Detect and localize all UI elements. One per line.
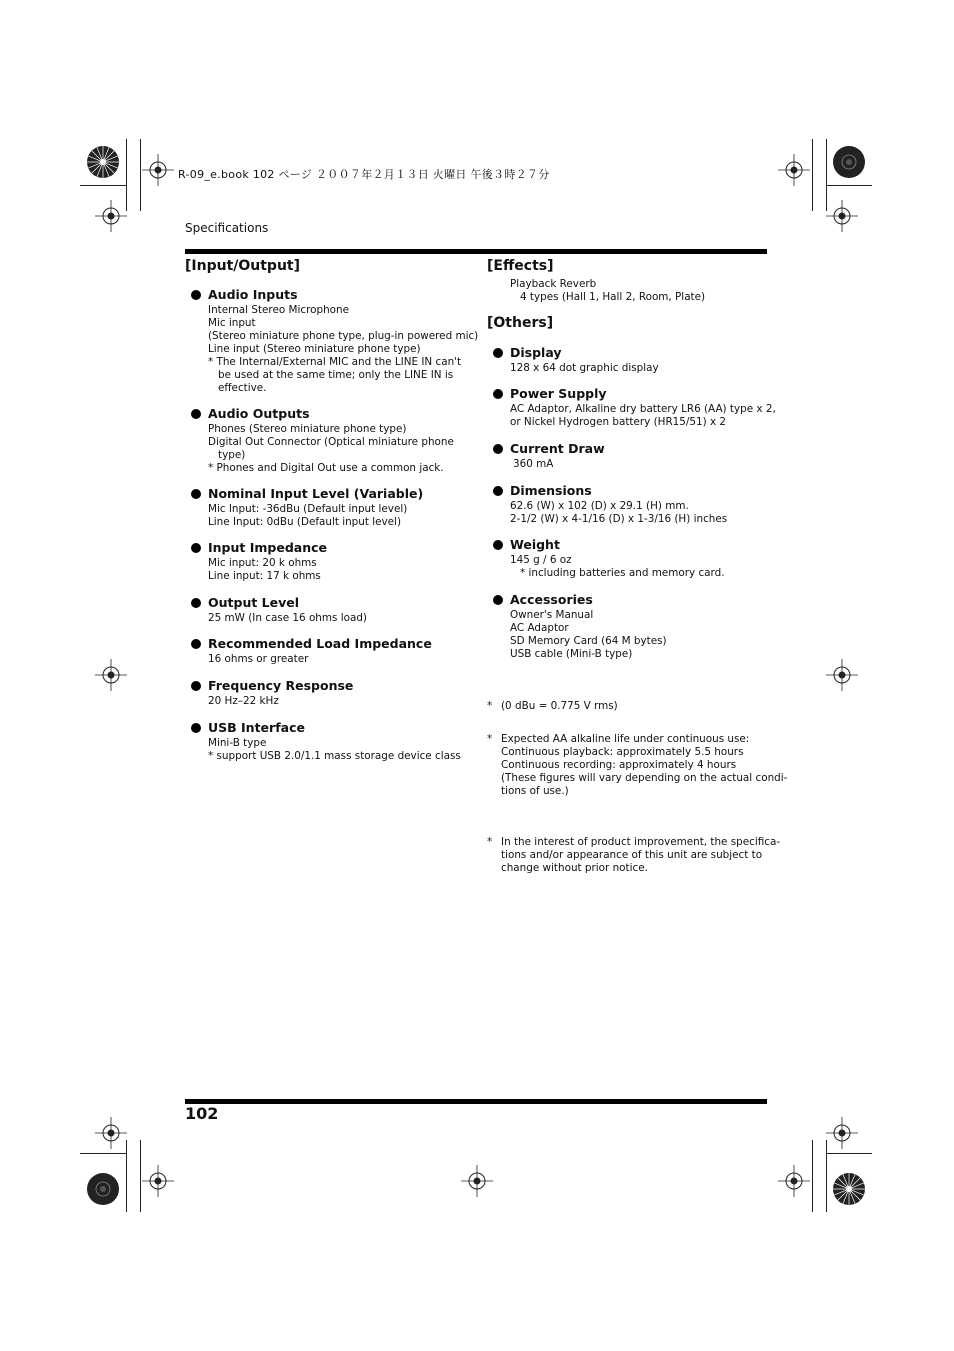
- spec-heading: Weight: [487, 536, 725, 554]
- spec-item-frequency-response: [185, 677, 353, 708]
- starburst-icon: [832, 1172, 866, 1206]
- spec-line: 145 g / 6 oz: [510, 554, 572, 566]
- spec-line: AC Adaptor: [510, 622, 569, 634]
- spec-line: SD Memory Card (64 M bytes): [510, 635, 667, 647]
- crosshair-icon: [95, 1117, 127, 1149]
- footnote-dbu: [487, 700, 618, 713]
- spec-line: * support USB 2.0/1.1 mass storage device class: [208, 750, 461, 762]
- footnote-line: Expected AA alkaline life under continuous use:: [501, 733, 750, 745]
- crosshair-icon: [142, 154, 174, 186]
- crosshair-icon: [778, 1165, 810, 1197]
- crosshair-icon: [142, 1165, 174, 1197]
- crosshair-icon: [95, 200, 127, 232]
- footnote-star: *: [487, 836, 493, 848]
- section-title-others: [Others]: [487, 315, 554, 331]
- spec-heading: Display: [487, 344, 659, 362]
- spec-item-weight: [487, 536, 725, 580]
- bottom-rule: [185, 1099, 767, 1104]
- footnote-line: Continuous recording: approximately 4 hours: [501, 759, 737, 771]
- spec-item-accessories: [487, 591, 667, 661]
- spec-line: Line Input: 0dBu (Default input level): [208, 516, 402, 528]
- spec-item-dimensions: [487, 482, 727, 526]
- footnote-battery-life: [487, 733, 787, 798]
- spec-item-current-draw: [487, 440, 605, 471]
- footnote-line: change without prior notice.: [501, 862, 648, 874]
- spec-line: 360 mA: [513, 458, 554, 470]
- spec-heading: Output Level: [185, 594, 367, 612]
- spec-line: 2-1/2 (W) x 4-1/16 (D) x 1-3/16 (H) inches: [510, 513, 728, 525]
- footnote-line: tions and/or appearance of this unit are subject to: [501, 849, 763, 861]
- footnote-star: *: [487, 733, 493, 745]
- spec-line: Playback Reverb: [510, 278, 597, 290]
- footnote-improvement: [487, 836, 780, 875]
- spec-line: * including batteries and memory card.: [520, 567, 725, 579]
- spec-heading: Current Draw: [487, 440, 605, 458]
- spec-heading: Audio Inputs: [185, 286, 478, 304]
- spec-line: 16 ohms or greater: [208, 653, 309, 665]
- spec-line: 25 mW (In case 16 ohms load): [208, 612, 367, 624]
- crosshair-icon: [826, 659, 858, 691]
- crosshair-icon: [826, 1117, 858, 1149]
- footnote-star: *: [487, 700, 493, 712]
- spec-line: type): [218, 449, 246, 461]
- spec-line: Mic input: 20 k ohms: [208, 557, 317, 569]
- spec-line: Line input (Stereo miniature phone type): [208, 343, 421, 355]
- crosshair-icon: [461, 1165, 493, 1197]
- crosshair-icon: [95, 659, 127, 691]
- spec-heading: Nominal Input Level (Variable): [185, 485, 423, 503]
- spec-line: Mic Input: -36dBu (Default input level): [208, 503, 408, 515]
- spec-line: be used at the same time; only the LINE IN is: [218, 369, 454, 381]
- starburst-icon: [832, 145, 866, 179]
- spec-heading: Recommended Load Impedance: [185, 635, 432, 653]
- top-rule: [185, 249, 767, 254]
- spec-line: * Phones and Digital Out use a common jack.: [208, 462, 444, 474]
- spec-line: 62.6 (W) x 102 (D) x 29.1 (H) mm.: [510, 500, 689, 512]
- footnote-line: In the interest of product improvement, the specifica-: [501, 836, 781, 848]
- footnote-line: Continuous playback: approximately 5.5 hours: [501, 746, 744, 758]
- spec-item-power-supply: [487, 385, 776, 429]
- spec-heading: Dimensions: [487, 482, 727, 500]
- spec-item-display: [487, 344, 659, 375]
- spec-line: 4 types (Hall 1, Hall 2, Room, Plate): [520, 291, 706, 303]
- spec-line: 20 Hz–22 kHz: [208, 695, 279, 707]
- section-title-effects: [Effects]: [487, 258, 554, 274]
- spec-item-usb-interface: [185, 719, 461, 763]
- starburst-icon: [86, 145, 120, 179]
- spec-item-nominal-input-level: [185, 485, 423, 529]
- spec-heading: Audio Outputs: [185, 405, 454, 423]
- footnote-line: (0 dBu = 0.775 V rms): [501, 700, 618, 712]
- spec-line: USB cable (Mini-B type): [510, 648, 633, 660]
- footnote-line: tions of use.): [501, 785, 569, 797]
- page-number: 102: [185, 1104, 219, 1123]
- effects-body: [487, 278, 705, 304]
- spec-item-input-impedance: [185, 539, 327, 583]
- crosshair-icon: [778, 154, 810, 186]
- spec-line: * The Internal/External MIC and the LINE IN can't: [208, 356, 462, 368]
- spec-item-recommended-load-impedance: [185, 635, 432, 666]
- spec-line: Mini-B type: [208, 737, 267, 749]
- spec-item-audio-inputs: [185, 286, 478, 395]
- spec-heading: Input Impedance: [185, 539, 327, 557]
- section-title-input-output: [Input/Output]: [185, 258, 301, 274]
- spec-line: (Stereo miniature phone type, plug-in powered mic): [208, 330, 479, 342]
- running-head: Specifications: [185, 221, 269, 235]
- spec-line: or Nickel Hydrogen battery (HR15/51) x 2: [510, 416, 727, 428]
- spec-line: Phones (Stereo miniature phone type): [208, 423, 407, 435]
- starburst-icon: [86, 1172, 120, 1206]
- crosshair-icon: [826, 200, 858, 232]
- spec-line: Owner's Manual: [510, 609, 594, 621]
- spec-line: Line input: 17 k ohms: [208, 570, 321, 582]
- spec-item-audio-outputs: [185, 405, 454, 475]
- print-header: R-09_e.book 102 ページ ２００７年２月１３日 火曜日 午後３時２７分: [178, 168, 550, 181]
- spec-line: Internal Stereo Microphone: [208, 304, 349, 316]
- spec-line: 128 x 64 dot graphic display: [510, 362, 659, 374]
- spec-heading: Frequency Response: [185, 677, 353, 695]
- spec-line: AC Adaptor, Alkaline dry battery LR6 (AA) type x 2,: [510, 403, 776, 415]
- spec-line: Mic input: [208, 317, 256, 329]
- spec-line: effective.: [218, 382, 267, 394]
- footnote-line: (These figures will vary depending on the actual condi-: [501, 772, 788, 784]
- spec-heading: USB Interface: [185, 719, 461, 737]
- spec-heading: Accessories: [487, 591, 667, 609]
- spec-heading: Power Supply: [487, 385, 776, 403]
- spec-item-output-level: [185, 594, 367, 625]
- spec-line: Digital Out Connector (Optical miniature phone: [208, 436, 454, 448]
